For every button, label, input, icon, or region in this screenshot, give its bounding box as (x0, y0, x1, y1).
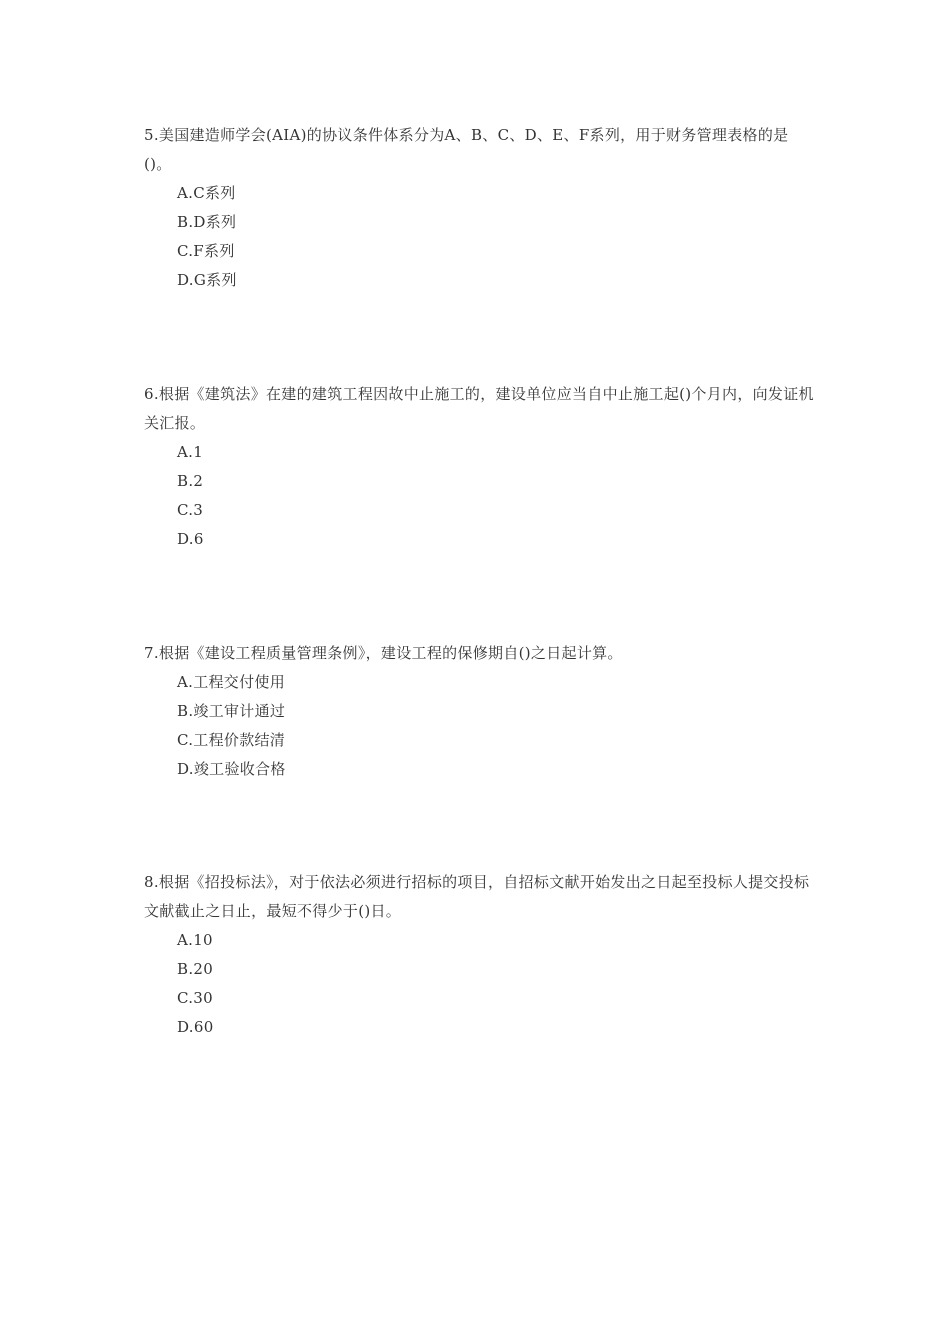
option-list (144, 926, 814, 1042)
option-d: D.竣工验收合格 (177, 760, 286, 778)
option-b: B.2 (177, 472, 204, 490)
option-c: C.工程价款结清 (177, 731, 286, 749)
option-a: A.工程交付使用 (177, 673, 286, 691)
question-6 (144, 380, 814, 554)
option-b: B.D系列 (177, 213, 237, 231)
option-c: C.3 (177, 501, 204, 519)
option-b: B.20 (177, 960, 214, 978)
question-7 (144, 639, 814, 784)
question-5 (144, 121, 814, 295)
question-text: 5.美国建造师学会(AIA)的协议条件体系分为A、B、C、D、E、F系列，用于财务管理表格的是()。 (144, 126, 789, 173)
question-text: 7.根据《建设工程质量管理条例》，建设工程的保修期自()之日起计算。 (144, 644, 623, 662)
option-c: C.F系列 (177, 242, 235, 260)
question-text: 6.根据《建筑法》在建的建筑工程因故中止施工的，建设单位应当自中止施工起()个月内，向发证机关汇报。 (144, 385, 814, 432)
option-d: D.6 (177, 530, 204, 548)
option-a: A.C系列 (177, 184, 236, 202)
option-list (144, 179, 814, 295)
option-c: C.30 (177, 989, 213, 1007)
question-text: 8.根据《招投标法》，对于依法必须进行招标的项目，自招标文献开始发出之日起至投标人提交投标文献截止之日止，最短不得少于()日。 (144, 873, 810, 920)
option-list (144, 438, 814, 554)
question-8 (144, 868, 814, 1042)
option-d: D.G系列 (177, 271, 237, 289)
option-a: A.1 (177, 443, 204, 461)
option-a: A.10 (177, 931, 213, 949)
option-b: B.竣工审计通过 (177, 702, 286, 720)
option-list (144, 668, 814, 784)
option-d: D.60 (177, 1018, 214, 1036)
